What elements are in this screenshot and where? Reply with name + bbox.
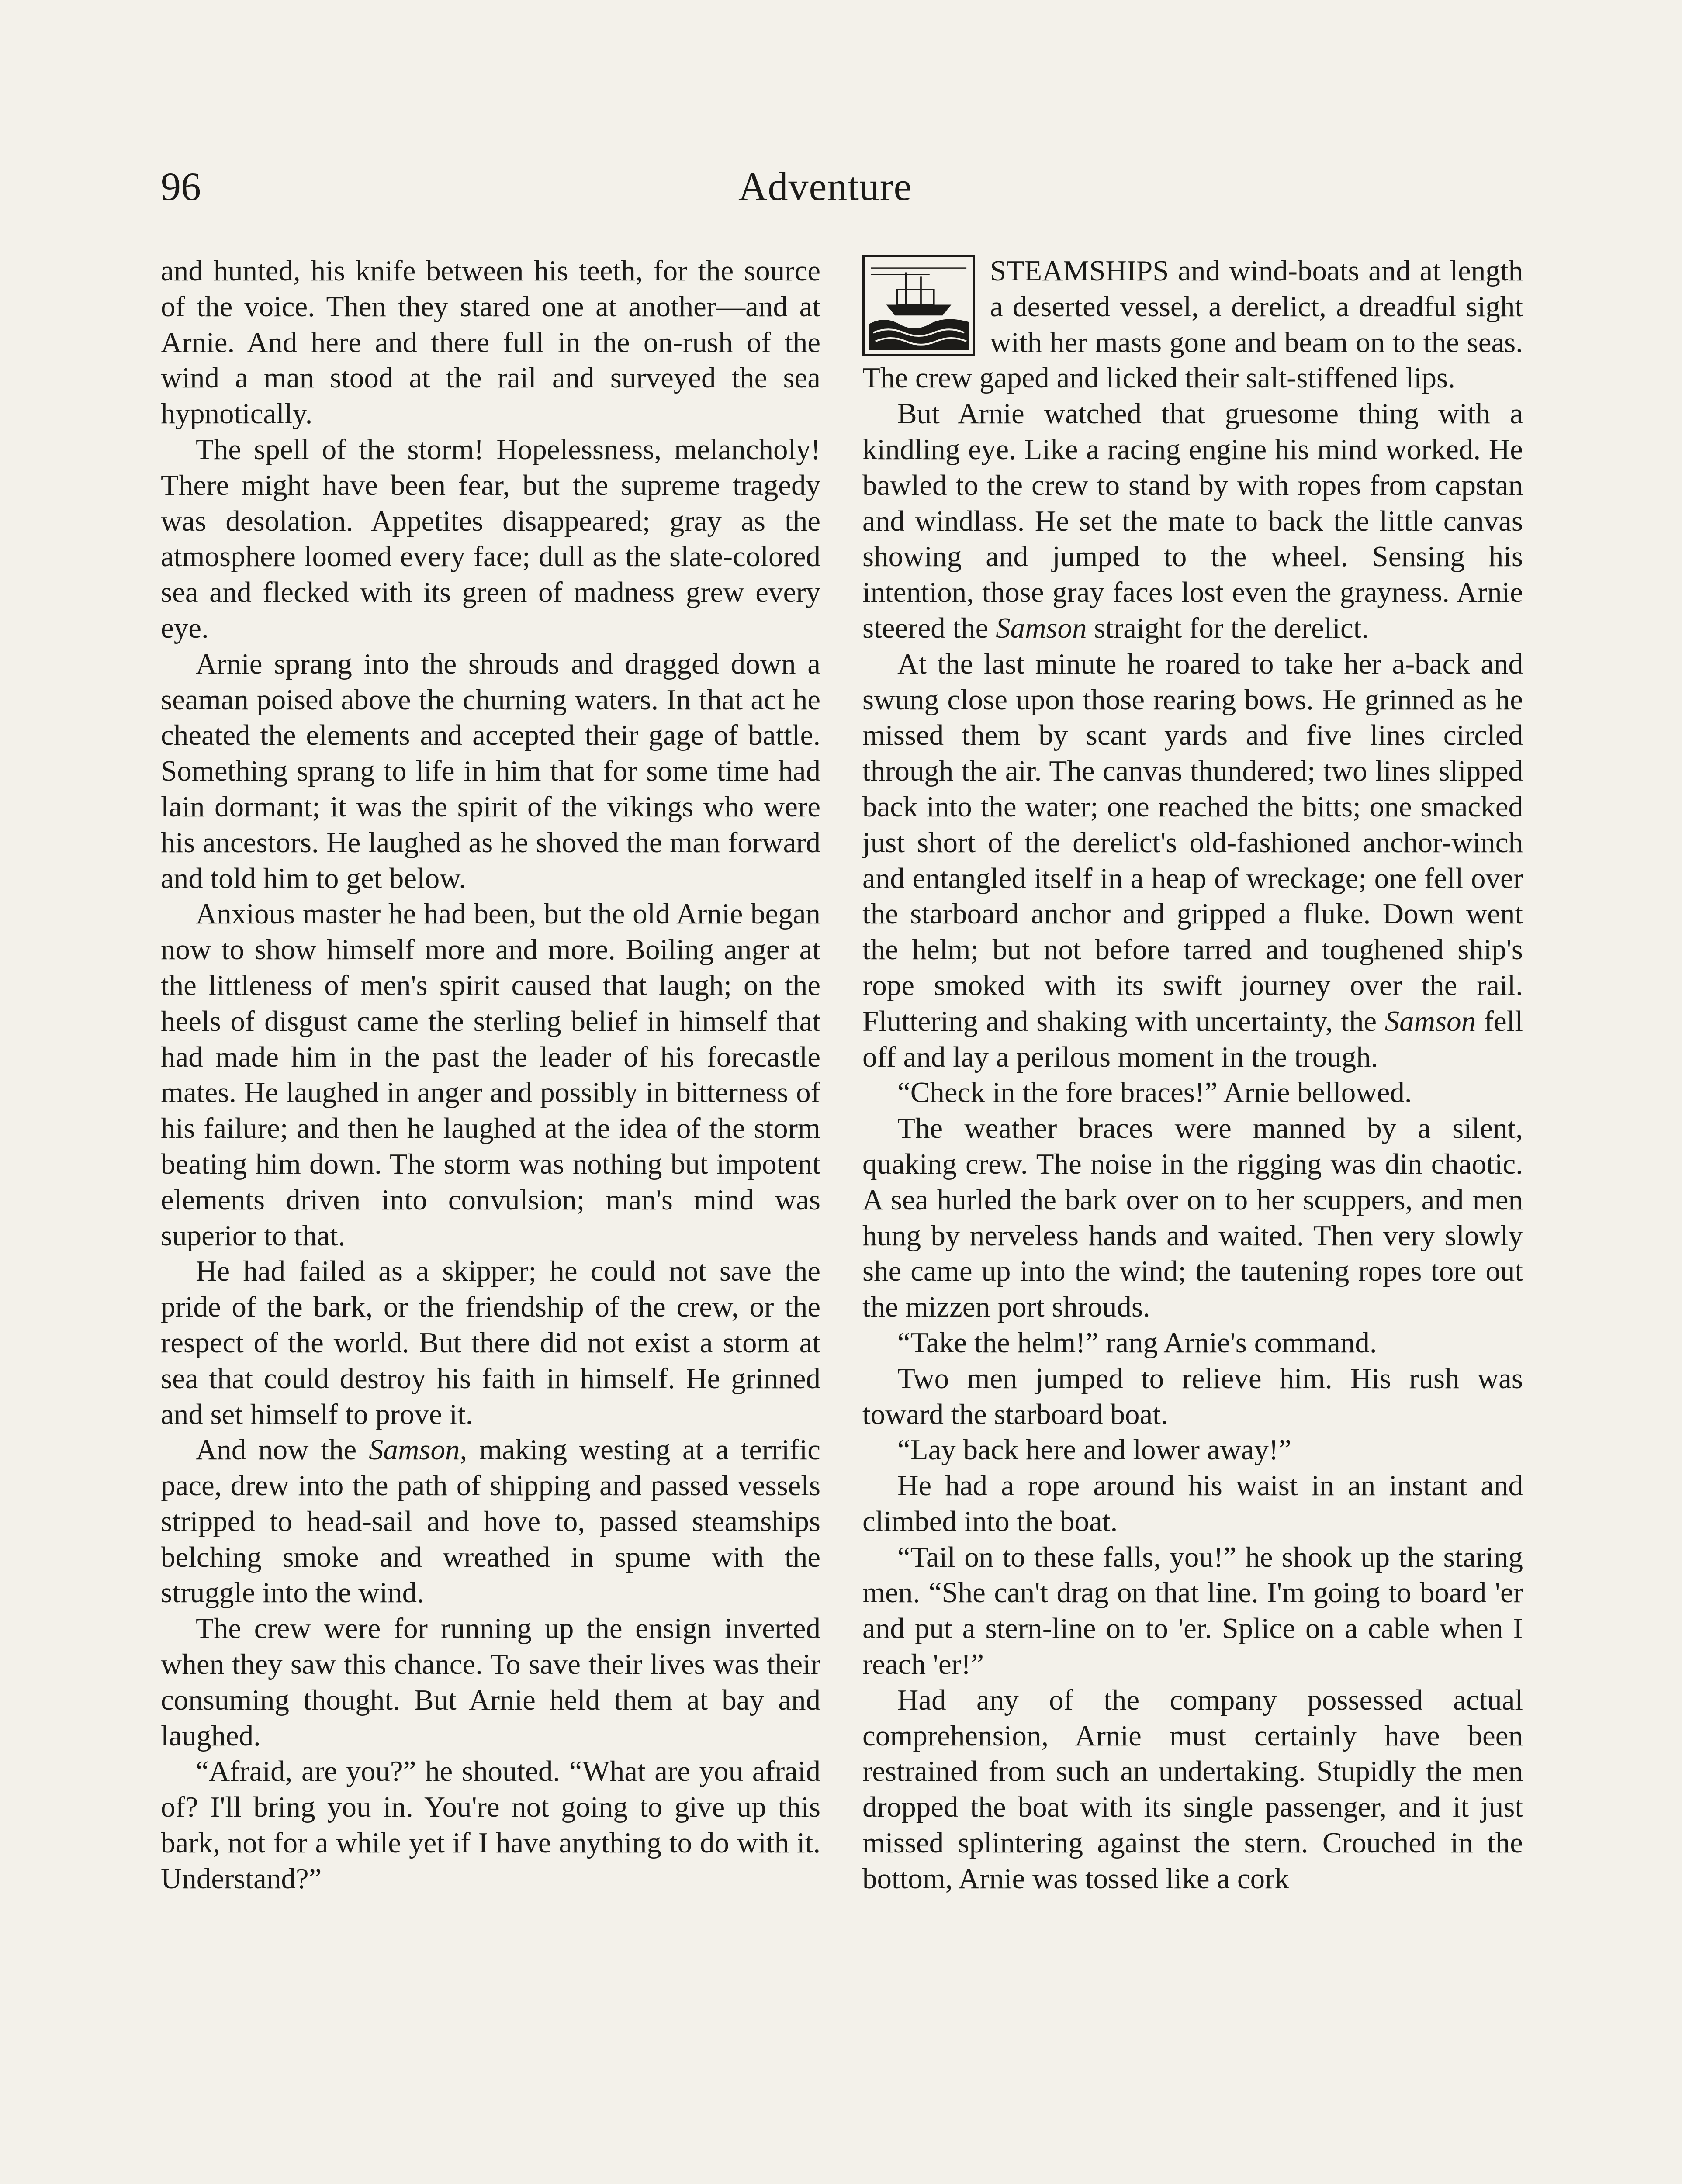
paragraph: “Lay back here and lower away!” (897, 1434, 1292, 1466)
text-run: , making westing at a terrific pace, drew into the path of shipping and passed vessels stripped to head-sail and hove to, passed steamships belching smoke and wreathed in spume with the struggle into the wind. (161, 1434, 820, 1609)
paragraph: The spell of the storm! Hopelessness, melancholy! There might have been fear, but the supreme tragedy was desolation. Appetites disappeared; gray as the atmosphere loomed every face; dull as the slate-colored sea and flecked with its green of madness grew every eye. (161, 433, 820, 644)
paragraph (862, 396, 1523, 646)
left-column (161, 253, 820, 2184)
ship-name: Samson (369, 1434, 460, 1466)
ship-name: Samson (996, 612, 1087, 644)
ship-vignette-icon (862, 255, 975, 356)
paragraph: “Check in the fore braces!” Arnie bellowed. (897, 1076, 1412, 1109)
paragraph: and hunted, his knife between his teeth, for the source of the voice. Then they stared one at another—and at Arnie. And here and there full in the on-rush of the wind a man stood at the rail and surveyed the sea hypnotically. (161, 255, 820, 430)
text-run: But Arnie watched that gruesome thing with a kindling eye. Like a racing engine his mind worked. He bawled to the crew to stand by with ropes from capstan and windlass. He set the mate to back the little canvas showing and jumped to the wheel. Sensing his intention, those gray faces lost even the grayness. Arnie steered the (862, 397, 1523, 644)
paragraph: “Tail on to these falls, you!” he shook up the staring men. “She can't drag on that line. I'm going to board 'er and put a stern-line on to 'er. Splice on a cable when I reach 'er!” (862, 1541, 1523, 1681)
paragraph: “Take the helm!” rang Arnie's command. (897, 1326, 1377, 1359)
paragraph: Anxious master he had been, but the old Arnie began now to show himself more and more. Boiling anger at the littleness of men's spirit caused that laugh; on the heels of disgust came the sterling belief in himself that had made him in the past the leader of his forecastle mates. He laughed in anger and possibly in bitterness of his failure; and then he laughed at the idea of the storm beating him down. The storm was nothing but impotent elements driven into convulsion; man's mind was superior to that. (161, 898, 820, 1252)
text-run: And now the (196, 1434, 369, 1466)
magazine-title: Adventure (738, 164, 912, 209)
right-column (862, 253, 1523, 2184)
page-header (0, 162, 1682, 211)
paragraph: The crew were for running up the ensign inverted when they saw this chance. To save their lives was their consuming thought. But Arnie held them at bay and laughed. (161, 1612, 820, 1752)
paragraph (161, 1432, 820, 1611)
paragraph: “Afraid, are you?” he shouted. “What are you afraid of? I'll bring you in. You're not going to give up this bark, not for a while yet if I have anything to do with it. Understand?” (161, 1755, 820, 1895)
text-run: fell off and lay a perilous moment in the trough. (862, 1005, 1523, 1073)
page-number: 96 (161, 164, 201, 209)
paragraph: He had failed as a skipper; he could not save the pride of the bark, or the friendship of the crew, or the respect of the world. But there did not exist a storm at sea that could destroy his faith in himself. He grinned and set himself to prove it. (161, 1255, 820, 1431)
paragraph: Two men jumped to relieve him. His rush was toward the starboard boat. (862, 1362, 1523, 1431)
text-run: At the last minute he roared to take her a-back and swung close upon those rearing bows. He grinned as he missed them by scant yards and five lines circled through the air. The canvas thundered; two lines slipped back into the water; one reached the bitts; one smacked just short of the derelict's old-fashioned anchor-winch and entangled itself in a heap of wreckage; one fell over the starboard anchor and gripped a fluke. Down went the helm; but not before tarred and toughened ship's rope smoked with its swift journey over the rail. Fluttering and shaking with uncertainty, the (862, 647, 1523, 1037)
paragraph: He had a rope around his waist in an instant and climbed into the boat. (862, 1469, 1523, 1538)
paragraph: Had any of the company possessed actual comprehension, Arnie must certainly have been restrained from such an undertaking. Stupidly the men dropped the boat with its single passenger, and it just missed splintering against the stern. Crouched in the bottom, Arnie was tossed like a cork (862, 1683, 1523, 1895)
paragraph (862, 646, 1523, 1075)
paragraph: Arnie sprang into the shrouds and dragged down a seaman poised above the churning waters. In that act he cheated the elements and accepted their gage of battle. Something sprang to life in him that for some time had lain dormant; it was the spirit of the vikings who were his ancestors. He laughed as he shoved the man forward and told him to get below. (161, 647, 820, 895)
text-run: straight for the derelict. (1087, 612, 1369, 644)
paragraph: STEAMSHIPS and wind-boats and at length a deserted vessel, a derelict, a dreadful sight with her masts gone and beam on to the seas. The crew gaped and licked their salt-stiffened lips. (862, 255, 1523, 394)
paragraph: The weather braces were manned by a silent, quaking crew. The noise in the rigging was din chaotic. A sea hurled the bark over on to her scuppers, and men hung by nerveless hands and waited. Then very slowly she came up into the wind; the tautening ropes tore out the mizzen port shrouds. (862, 1112, 1523, 1324)
ship-name: Samson (1384, 1005, 1476, 1037)
